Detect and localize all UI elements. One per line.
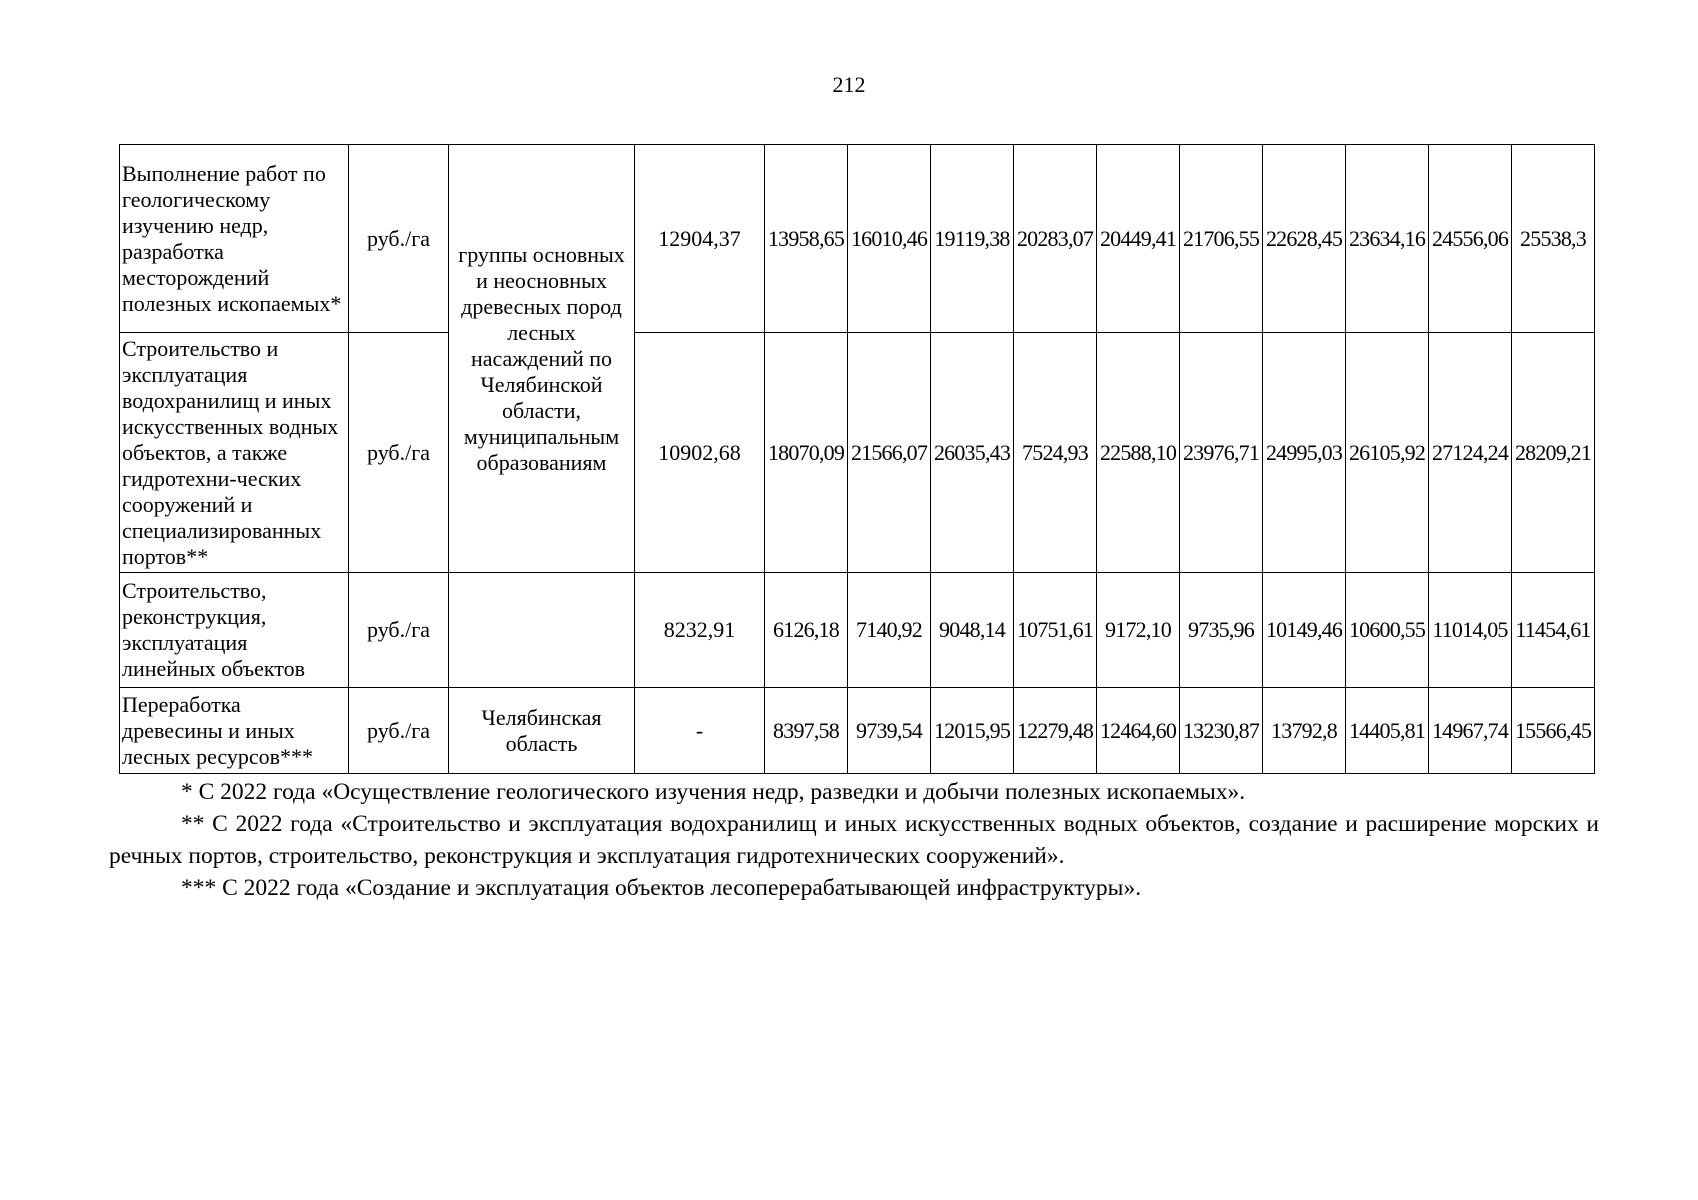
unit-cell: руб./га [349,573,449,688]
value-cell: 9048,14 [931,573,1014,688]
value-cell: 10751,61 [1014,573,1097,688]
value-cell: 13230,87 [1180,688,1263,774]
table-row [120,145,1595,333]
value-cell: 20449,41 [1097,145,1180,333]
value-cell: 20283,07 [1014,145,1097,333]
value-cell: 13958,65 [765,145,848,333]
value-cell: 24995,03 [1263,333,1346,573]
value-cell: 21566,07 [848,333,931,573]
group-cell [449,573,635,688]
value-cell: 26035,43 [931,333,1014,573]
table-row [120,333,1595,573]
rates-table [119,144,1595,774]
value-cell: 13792,8 [1263,688,1346,774]
value-cell: 24556,06 [1429,145,1512,333]
value-cell: 9735,96 [1180,573,1263,688]
base-value-cell: 10902,68 [635,333,765,573]
value-cell: 14967,74 [1429,688,1512,774]
value-cell: 25538,3 [1512,145,1595,333]
value-cell: 9739,54 [848,688,931,774]
value-cell: 10600,55 [1346,573,1429,688]
value-cell: 28209,21 [1512,333,1595,573]
base-value-cell: 8232,91 [635,573,765,688]
value-cell: 10149,46 [1263,573,1346,688]
value-cell: 27124,24 [1429,333,1512,573]
unit-cell: руб./га [349,145,449,333]
table-row [120,573,1595,688]
value-cell: 14405,81 [1346,688,1429,774]
group-cell: Челябинская область [449,688,635,774]
value-cell: 9172,10 [1097,573,1180,688]
unit-cell: руб./га [349,688,449,774]
value-cell: 23634,16 [1346,145,1429,333]
activity-cell: Переработка древесины и иных лесных ресурсов*** [120,688,349,774]
value-cell: 12464,60 [1097,688,1180,774]
value-cell: 21706,55 [1180,145,1263,333]
footnote-1: * С 2022 года «Осуществление геологического изучения недр, разведки и добычи полезных ископаемых». [181,779,1246,805]
base-value-cell: 12904,37 [635,145,765,333]
page-number: 212 [832,72,866,97]
value-cell: 22588,10 [1097,333,1180,573]
value-cell: 12015,95 [931,688,1014,774]
activity-cell: Строительство и эксплуатация водохранилищ и иных искусственных водных объектов, а также гидротехни-ческих сооружений и специализированных портов** [120,333,349,573]
table-row [120,688,1595,774]
value-cell: 15566,45 [1512,688,1595,774]
value-cell: 12279,48 [1014,688,1097,774]
base-value-cell: - [635,688,765,774]
value-cell: 18070,09 [765,333,848,573]
activity-cell: Выполнение работ по геологическому изучению недр, разработка месторождений полезных ископаемых* [120,145,349,333]
value-cell: 26105,92 [1346,333,1429,573]
footnote-2: ** С 2022 года «Строительство и эксплуатация водохранилищ и иных искусственных водных объектов, создание и расширение морских и речных портов, строительство, реконструкция и эксплуатация гидротехнических сооружений». [109,811,1599,869]
value-cell: 23976,71 [1180,333,1263,573]
value-cell: 19119,38 [931,145,1014,333]
unit-cell: руб./га [349,333,449,573]
value-cell: 22628,45 [1263,145,1346,333]
value-cell: 11454,61 [1512,573,1595,688]
value-cell: 7524,93 [1014,333,1097,573]
value-cell: 16010,46 [848,145,931,333]
value-cell: 7140,92 [848,573,931,688]
footnote-3: *** С 2022 года «Создание и эксплуатация объектов лесоперерабатывающей инфраструктуры». [181,875,1142,901]
value-cell: 11014,05 [1429,573,1512,688]
group-cell: группы основных и неосновных древесных пород лесных насаждений по Челябинской области, муниципальным образованиям [449,145,635,573]
footnotes [109,776,1599,904]
value-cell: 6126,18 [765,573,848,688]
activity-cell: Строительство, реконструкция, эксплуатация линейных объектов [120,573,349,688]
value-cell: 8397,58 [765,688,848,774]
